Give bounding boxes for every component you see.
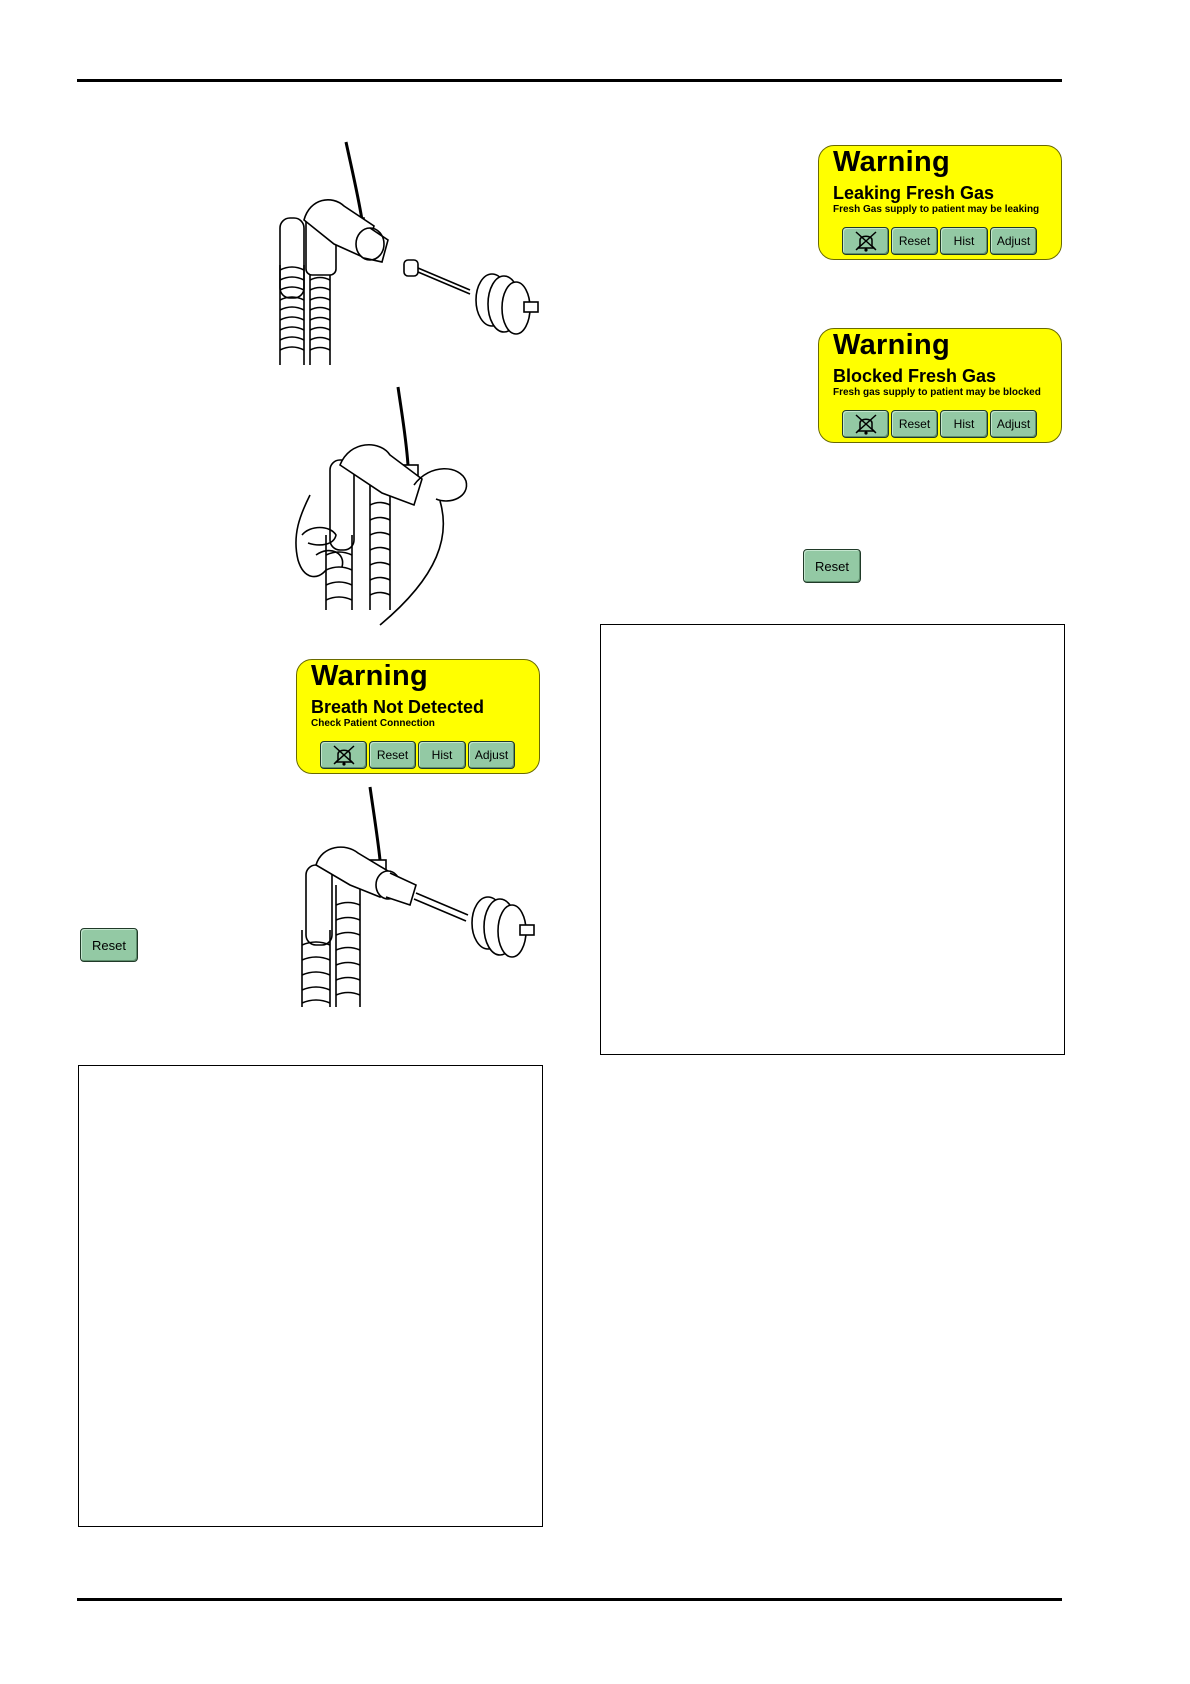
- reset-button[interactable]: [891, 227, 938, 255]
- warning-button-row: [320, 741, 515, 769]
- fresh-gas-occlude-illustration: [290, 385, 490, 630]
- hist-button[interactable]: [418, 741, 466, 769]
- reset-label: Reset: [898, 417, 931, 431]
- adjust-label: Adjust: [474, 748, 509, 762]
- warning-detail: Fresh Gas supply to patient may be leaking: [833, 204, 1040, 215]
- alarm-silence-icon: [853, 413, 879, 435]
- reset-button-left[interactable]: [80, 928, 138, 962]
- warning-title: Warning: [833, 146, 951, 178]
- reset-button[interactable]: [369, 741, 416, 769]
- hist-button[interactable]: [940, 410, 988, 438]
- warning-title: Warning: [833, 329, 951, 361]
- note-box-left: [78, 1065, 543, 1527]
- warning-message: Blocked Fresh Gas: [833, 366, 997, 386]
- warning-panel-breath-not-detected: [296, 659, 540, 774]
- alarm-silence-button[interactable]: [842, 410, 889, 438]
- adjust-button[interactable]: [990, 227, 1037, 255]
- hist-label: Hist: [431, 748, 453, 762]
- warning-button-row: [842, 227, 1037, 255]
- warning-message: Leaking Fresh Gas: [833, 183, 995, 203]
- hist-button[interactable]: [940, 227, 988, 255]
- alarm-silence-button[interactable]: [842, 227, 889, 255]
- reset-button[interactable]: [891, 410, 938, 438]
- warning-title: Warning: [311, 660, 429, 692]
- warning-detail: Fresh gas supply to patient may be blocked: [833, 387, 1041, 398]
- reset-label: Reset: [376, 748, 409, 762]
- adjust-button[interactable]: [468, 741, 515, 769]
- header-rule: [77, 79, 1062, 82]
- note-box-right: [600, 624, 1065, 1055]
- adjust-button[interactable]: [990, 410, 1037, 438]
- hist-label: Hist: [953, 234, 975, 248]
- reset-label: Reset: [898, 234, 931, 248]
- warning-detail: Check Patient Connection: [311, 718, 435, 729]
- warning-panel-leaking-fresh-gas: [818, 145, 1062, 260]
- hist-label: Hist: [953, 417, 975, 431]
- footer-rule: [77, 1598, 1062, 1601]
- warning-panel-blocked-fresh-gas: [818, 328, 1062, 443]
- alarm-silence-button[interactable]: [320, 741, 367, 769]
- fresh-gas-reconnect-illustration: [290, 785, 545, 1010]
- warning-button-row: [842, 410, 1037, 438]
- reset-label: Reset: [815, 558, 849, 574]
- warning-message: Breath Not Detected: [311, 697, 485, 717]
- reset-button-right[interactable]: [803, 549, 861, 583]
- reset-label: Reset: [92, 937, 126, 953]
- adjust-label: Adjust: [996, 234, 1031, 248]
- adjust-label: Adjust: [996, 417, 1031, 431]
- alarm-silence-icon: [331, 744, 357, 766]
- fresh-gas-disconnect-illustration: [270, 140, 542, 370]
- alarm-silence-icon: [853, 230, 879, 252]
